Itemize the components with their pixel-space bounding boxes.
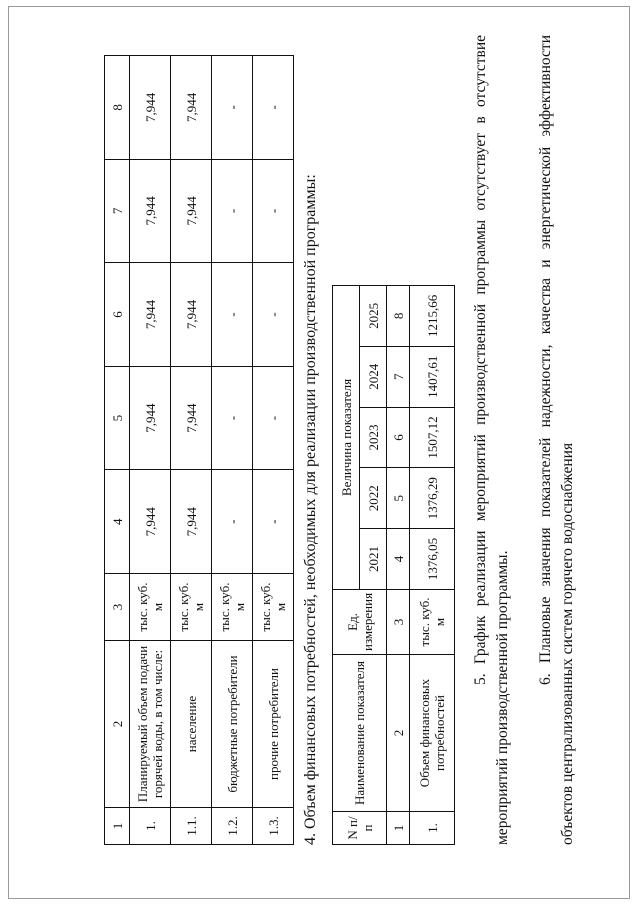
row-unit: тыс. куб. м xyxy=(212,574,253,641)
year-cell: 2025 xyxy=(360,286,387,347)
column-number: 8 xyxy=(387,286,410,347)
header-cell: 2 xyxy=(105,641,130,808)
row-value: 1215,66 xyxy=(410,286,455,347)
row-unit: тыс. куб. м xyxy=(253,574,294,641)
section-6-paragraph xyxy=(535,35,579,845)
section-6-text: 6. Плановые значения показателей надежности, качества и энергетической эффективности объектов централизованных систем горячего водоснабжения xyxy=(537,35,576,845)
column-number: 4 xyxy=(387,529,410,590)
column-number: 5 xyxy=(387,468,410,529)
column-number: 1 xyxy=(387,812,410,845)
row-value: - xyxy=(253,159,294,263)
table-row xyxy=(212,56,253,845)
column-number: 7 xyxy=(387,346,410,407)
row-name: прочие потребители xyxy=(253,641,294,808)
row-value: 7,944 xyxy=(130,159,171,263)
column-number: 2 xyxy=(387,655,410,812)
year-cell: 2022 xyxy=(360,468,387,529)
header-cell: 1 xyxy=(105,808,130,845)
table-row xyxy=(130,56,171,845)
row-number: 1.2. xyxy=(212,808,253,845)
row-name: Планируемый объем подачи горячей воды, в том числе: xyxy=(130,641,171,808)
row-value: - xyxy=(253,470,294,574)
row-value: 1376,05 xyxy=(410,529,455,590)
row-value: 7,944 xyxy=(171,159,212,263)
hot-water-volume-table xyxy=(104,55,294,845)
header-cell: 4 xyxy=(105,470,130,574)
row-value: - xyxy=(253,56,294,160)
row-name: бюджетные потребители xyxy=(212,641,253,808)
financial-needs-table xyxy=(332,285,455,845)
year-cell: 2024 xyxy=(360,346,387,407)
row-value: 7,944 xyxy=(130,366,171,470)
row-value: 7,944 xyxy=(171,366,212,470)
header-cell: 6 xyxy=(105,263,130,367)
row-value: - xyxy=(212,470,253,574)
row-number: 1.3. xyxy=(253,808,294,845)
year-cell: 2021 xyxy=(360,529,387,590)
column-number-row xyxy=(387,286,410,845)
header-num: N п/п xyxy=(333,812,387,845)
section-4-title: 4. Объем финансовых потребностей, необходимых для реализации производственной программы: xyxy=(302,174,319,845)
table-row xyxy=(171,56,212,845)
row-number: 1. xyxy=(130,808,171,845)
section-5-paragraph xyxy=(470,35,514,845)
row-name: Объем финансовых потребностей xyxy=(410,655,455,812)
row-value: 7,944 xyxy=(171,263,212,367)
row-value: - xyxy=(253,263,294,367)
rotated-page-content xyxy=(20,5,620,885)
header-cell: 7 xyxy=(105,159,130,263)
row-unit: тыс. куб. м xyxy=(410,589,455,654)
row-value: - xyxy=(212,56,253,160)
row-value: - xyxy=(212,263,253,367)
header-value-group: Величина показателя xyxy=(333,286,360,590)
row-value: 7,944 xyxy=(130,56,171,160)
section-5-text: 5. График реализации мероприятий производственной программы отсутствует в отсутствие мероприятий производственной программы. xyxy=(472,35,511,845)
row-value: 1407,61 xyxy=(410,346,455,407)
header-cell: 3 xyxy=(105,574,130,641)
header-cell: 8 xyxy=(105,56,130,160)
header-name: Наименование показателя xyxy=(333,655,387,812)
row-value: 7,944 xyxy=(130,470,171,574)
row-value: 7,944 xyxy=(130,263,171,367)
row-name: население xyxy=(171,641,212,808)
row-value: 7,944 xyxy=(171,56,212,160)
row-number: 1. xyxy=(410,812,455,845)
year-cell: 2023 xyxy=(360,407,387,468)
table-header-row xyxy=(105,56,130,845)
row-value: 1507,12 xyxy=(410,407,455,468)
table-row xyxy=(253,56,294,845)
row-value: 7,944 xyxy=(171,470,212,574)
row-unit: тыс. куб. м xyxy=(171,574,212,641)
row-value: - xyxy=(212,366,253,470)
row-value: 1376,29 xyxy=(410,468,455,529)
column-number: 6 xyxy=(387,407,410,468)
row-unit: тыс. куб. м xyxy=(130,574,171,641)
table-row xyxy=(410,286,455,845)
table-header-row xyxy=(333,286,360,845)
header-unit: Ед. измерения xyxy=(333,589,387,654)
row-value: - xyxy=(212,159,253,263)
column-number: 3 xyxy=(387,589,410,654)
header-cell: 5 xyxy=(105,366,130,470)
row-number: 1.1. xyxy=(171,808,212,845)
row-value: - xyxy=(253,366,294,470)
